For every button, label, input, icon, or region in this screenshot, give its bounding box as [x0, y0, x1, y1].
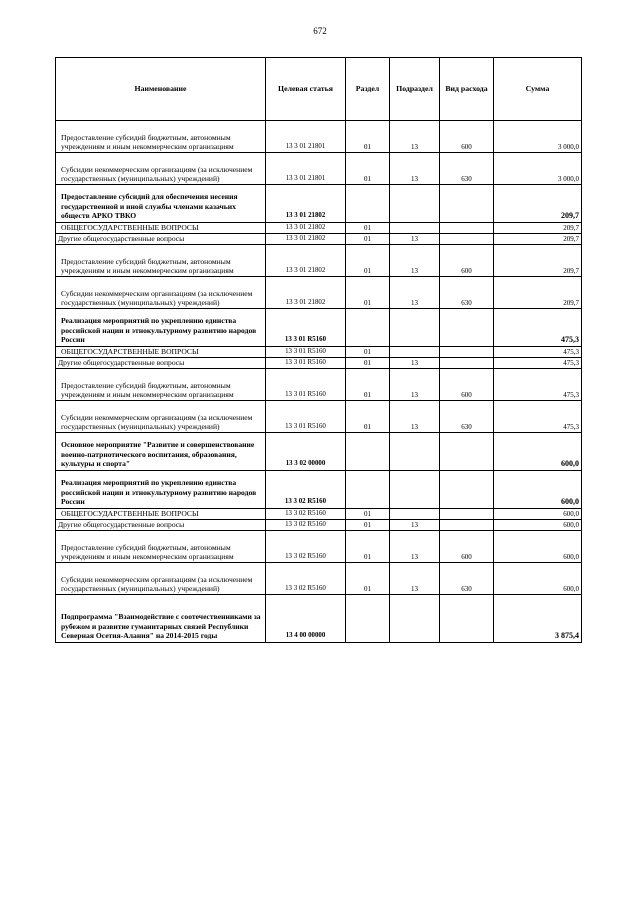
- row-subsection: 13: [390, 369, 440, 401]
- row-expense-type: [440, 509, 494, 520]
- table-row: [56, 401, 582, 433]
- row-subsection: [390, 471, 440, 509]
- row-target: 13 3 02 R5160: [266, 563, 346, 595]
- row-name: Другие общегосударственные вопросы: [56, 358, 266, 369]
- row-expense-type: [440, 433, 494, 471]
- row-section: 01: [346, 369, 390, 401]
- table-row: [56, 531, 582, 563]
- row-section: [346, 309, 390, 347]
- row-sum: 209,7: [494, 223, 582, 234]
- row-expense-type: 600: [440, 531, 494, 563]
- table-row: [56, 433, 582, 471]
- row-name: Предоставление субсидий бюджетным, автономным учреждениям и иным некоммерческим организациям: [56, 121, 266, 153]
- table-row: [56, 358, 582, 369]
- row-sum: 209,7: [494, 277, 582, 309]
- header-name: Наименование: [56, 58, 266, 121]
- row-subsection: [390, 347, 440, 358]
- row-expense-type: [440, 309, 494, 347]
- table-row: [56, 471, 582, 509]
- row-section: 01: [346, 234, 390, 245]
- table-row: [56, 369, 582, 401]
- row-expense-type: 600: [440, 121, 494, 153]
- row-target: 13 3 01 R5160: [266, 347, 346, 358]
- row-subsection: 13: [390, 531, 440, 563]
- row-section: 01: [346, 153, 390, 185]
- row-sum: 475,3: [494, 309, 582, 347]
- row-expense-type: [440, 358, 494, 369]
- row-subsection: 13: [390, 563, 440, 595]
- row-subsection: [390, 185, 440, 223]
- table-row: [56, 520, 582, 531]
- header-expense-type: Вид расхода: [440, 58, 494, 121]
- row-name: Предоставление субсидий для обеспечения несения государственной и иной службы членами казачьих обществ АРКО ТВКО: [56, 185, 266, 223]
- row-name: Субсидии некоммерческим организациям (за исключением государственных (муниципальных) учреждений): [56, 153, 266, 185]
- header-sum: Сумма: [494, 58, 582, 121]
- row-expense-type: 630: [440, 563, 494, 595]
- row-section: 01: [346, 563, 390, 595]
- row-target: 13 3 01 R5160: [266, 358, 346, 369]
- row-expense-type: 630: [440, 277, 494, 309]
- row-sum: 475,3: [494, 358, 582, 369]
- row-name: Другие общегосударственные вопросы: [56, 520, 266, 531]
- table-row: [56, 347, 582, 358]
- row-sum: 600,0: [494, 520, 582, 531]
- row-expense-type: 600: [440, 369, 494, 401]
- row-subsection: 13: [390, 245, 440, 277]
- row-expense-type: 630: [440, 153, 494, 185]
- row-target: 13 3 01 R5160: [266, 369, 346, 401]
- row-target: 13 3 02 R5160: [266, 471, 346, 509]
- table-row: [56, 595, 582, 643]
- table-row: [56, 153, 582, 185]
- row-section: 01: [346, 520, 390, 531]
- row-expense-type: 630: [440, 401, 494, 433]
- row-target: 13 3 01 21802: [266, 185, 346, 223]
- row-sum: 600,0: [494, 509, 582, 520]
- row-section: [346, 433, 390, 471]
- row-target: 13 3 01 21802: [266, 234, 346, 245]
- row-expense-type: [440, 185, 494, 223]
- row-section: 01: [346, 509, 390, 520]
- row-target: 13 4 00 00000: [266, 595, 346, 643]
- row-subsection: 13: [390, 121, 440, 153]
- table-row: [56, 245, 582, 277]
- row-target: 13 3 01 R5160: [266, 309, 346, 347]
- row-name: ОБЩЕГОСУДАРСТВЕННЫЕ ВОПРОСЫ: [56, 223, 266, 234]
- row-target: 13 3 01 21802: [266, 223, 346, 234]
- row-target: 13 3 02 R5160: [266, 531, 346, 563]
- header-section: Раздел: [346, 58, 390, 121]
- row-section: 01: [346, 347, 390, 358]
- row-target: 13 3 02 R5160: [266, 509, 346, 520]
- row-subsection: 13: [390, 401, 440, 433]
- row-name: Подпрограмма "Взаимодействие с соотечественниками за рубежом и развитие гуманитарных связей Республики Северная Осетия-Алания" на 2014-2015 годы: [56, 595, 266, 643]
- row-sum: 600,0: [494, 471, 582, 509]
- row-name: Предоставление субсидий бюджетным, автономным учреждениям и иным некоммерческим организациям: [56, 531, 266, 563]
- row-name: Реализация мероприятий по укреплению единства российской нации и этнокультурному развитию народов России: [56, 471, 266, 509]
- row-subsection: 13: [390, 358, 440, 369]
- row-subsection: [390, 223, 440, 234]
- row-target: 13 3 02 R5160: [266, 520, 346, 531]
- row-sum: 209,7: [494, 185, 582, 223]
- row-name: Субсидии некоммерческим организациям (за исключением государственных (муниципальных) учреждений): [56, 277, 266, 309]
- table-row: [56, 563, 582, 595]
- row-sum: 600,0: [494, 433, 582, 471]
- row-section: 01: [346, 277, 390, 309]
- row-expense-type: [440, 520, 494, 531]
- row-sum: 475,3: [494, 401, 582, 433]
- table-row: [56, 234, 582, 245]
- row-target: 13 3 01 21801: [266, 121, 346, 153]
- row-name: Реализация мероприятий по укреплению единства российской нации и этнокультурному развитию народов России: [56, 309, 266, 347]
- row-section: 01: [346, 245, 390, 277]
- row-sum: 3 000,0: [494, 153, 582, 185]
- table-row: [56, 509, 582, 520]
- row-name: Субсидии некоммерческим организациям (за исключением государственных (муниципальных) учреждений): [56, 563, 266, 595]
- row-expense-type: [440, 471, 494, 509]
- row-section: 01: [346, 401, 390, 433]
- table-row: [56, 277, 582, 309]
- budget-table: [55, 57, 582, 643]
- row-target: 13 3 01 21802: [266, 277, 346, 309]
- row-sum: 475,3: [494, 347, 582, 358]
- row-sum: 475,3: [494, 369, 582, 401]
- row-expense-type: [440, 595, 494, 643]
- row-name: Основное мероприятие "Развитие и совершенствование военно-патриотического воспитания, образования, культуры и спорта": [56, 433, 266, 471]
- row-sum: 209,7: [494, 245, 582, 277]
- row-subsection: [390, 595, 440, 643]
- row-subsection: 13: [390, 520, 440, 531]
- table-row: [56, 121, 582, 153]
- row-section: [346, 185, 390, 223]
- row-sum: 600,0: [494, 563, 582, 595]
- row-name: ОБЩЕГОСУДАРСТВЕННЫЕ ВОПРОСЫ: [56, 509, 266, 520]
- row-name: Предоставление субсидий бюджетным, автономным учреждениям и иным некоммерческим организациям: [56, 245, 266, 277]
- table-row: [56, 223, 582, 234]
- row-name: Предоставление субсидий бюджетным, автономным учреждениям и иным некоммерческим организациям: [56, 369, 266, 401]
- row-target: 13 3 01 21802: [266, 245, 346, 277]
- row-subsection: [390, 509, 440, 520]
- row-sum: 3 000,0: [494, 121, 582, 153]
- table-row: [56, 309, 582, 347]
- row-target: 13 3 01 21801: [266, 153, 346, 185]
- row-expense-type: [440, 234, 494, 245]
- table-row: [56, 185, 582, 223]
- row-subsection: 13: [390, 277, 440, 309]
- row-name: ОБЩЕГОСУДАРСТВЕННЫЕ ВОПРОСЫ: [56, 347, 266, 358]
- header-target: Целевая статья: [266, 58, 346, 121]
- row-section: 01: [346, 531, 390, 563]
- row-sum: 209,7: [494, 234, 582, 245]
- header-subsection: Подраздел: [390, 58, 440, 121]
- row-target: 13 3 01 R5160: [266, 401, 346, 433]
- row-subsection: 13: [390, 153, 440, 185]
- row-section: 01: [346, 121, 390, 153]
- table-header-row: [56, 58, 582, 121]
- row-subsection: [390, 433, 440, 471]
- row-section: [346, 471, 390, 509]
- page-number: 672: [313, 26, 327, 36]
- row-sum: 3 875,4: [494, 595, 582, 643]
- row-sum: 600,0: [494, 531, 582, 563]
- row-subsection: [390, 309, 440, 347]
- row-expense-type: 600: [440, 245, 494, 277]
- row-section: 01: [346, 223, 390, 234]
- row-name: Субсидии некоммерческим организациям (за исключением государственных (муниципальных) учреждений): [56, 401, 266, 433]
- row-subsection: 13: [390, 234, 440, 245]
- row-name: Другие общегосударственные вопросы: [56, 234, 266, 245]
- row-expense-type: [440, 347, 494, 358]
- row-expense-type: [440, 223, 494, 234]
- row-target: 13 3 02 00000: [266, 433, 346, 471]
- row-section: 01: [346, 358, 390, 369]
- row-section: [346, 595, 390, 643]
